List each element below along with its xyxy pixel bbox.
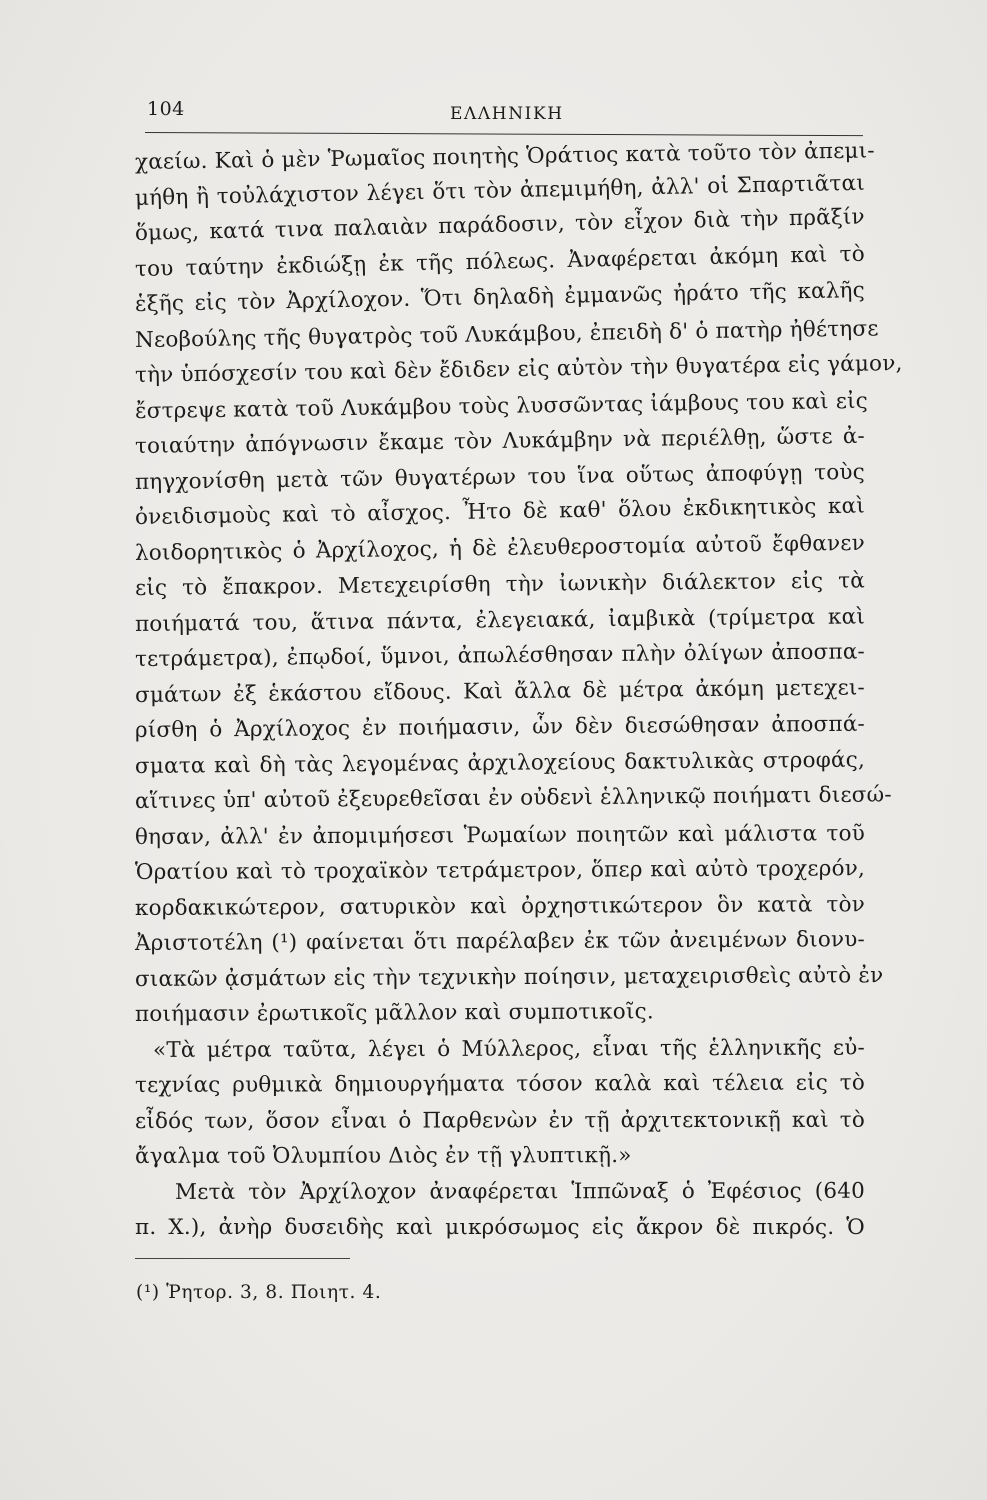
running-title: ΕΛΛΗΝΙΚΗ: [450, 104, 564, 124]
text-line: τοιαύτην ἀπόγνωσιν ἔκαμε τὸν Λυκάμβην νὰ περιέλθῃ, ὥστε ἀ-: [134, 423, 866, 459]
text-line: εἶδός των, ὅσον εἶναι ὁ Παρθενὼν ἐν τῇ ἀρχιτεκτονικῇ καὶ τὸ: [134, 1107, 866, 1134]
text-line: π. Χ.), ἀνὴρ δυσειδὴς καὶ μικρόσωμος εἰς ἄκρον δὲ πικρός. Ὁ: [135, 1215, 865, 1240]
text-line: σματα καὶ δὴ τὰς λεγομένας ἀρχιλοχείους δακτυλικὰς στροφάς,: [134, 747, 866, 779]
text-line: Ὁρατίου καὶ τὸ τροχαϊκὸν τετράμετρον, ὅπερ καὶ αὐτὸ τροχερόν,: [134, 856, 866, 885]
page-number: 104: [147, 98, 185, 120]
text-line: ρίσθη ὁ Ἀρχίλοχος ἐν ποιήμασιν, ὧν δὲν διεσώθησαν ἀποσπά-: [134, 711, 866, 743]
text-line: πηγχονίσθη μετὰ τῶν θυγατέρων του ἵνα οὕτως ἀποφύγῃ τοὺς: [134, 459, 866, 495]
page-header: [145, 98, 863, 138]
text-line: Νεοβούλης τῆς θυγατρὸς τοῦ Λυκάμβου, ἐπειδὴ δ' ὁ πατὴρ ἠθέτησε: [134, 315, 879, 353]
footnote: (¹) Ῥητορ. 3, 8. Ποιητ. 4.: [136, 1282, 382, 1303]
text-line: Ἀριστοτέλη (¹) φαίνεται ὅτι παρέλαβεν ἐκ τῶν ἀνειμένων διονυ-: [134, 927, 866, 956]
text-line: ποιήμασιν ἐρωτικοῖς μᾶλλον καὶ συμποτικοῖς.: [134, 999, 654, 1027]
text-line: ποιήματά του, ἅτινα πάντα, ἐλεγειακά, ἰαμβικὰ (τρίμετρα καὶ: [134, 603, 866, 637]
body-text: [134, 138, 903, 1246]
text-line: ὀνειδισμοὺς καὶ τὸ αἶσχος. Ἦτο δὲ καθ' ὅλου ἐκδικητικὸς καὶ: [134, 493, 866, 530]
text-line: ἄγαλμα τοῦ Ὀλυμπίου Διὸς ἐν τῇ γλυπτικῇ.»: [134, 1143, 632, 1169]
text-line: ὅμως, κατά τινα παλαιὰν παράδοσιν, τὸν εἶχον διὰ τὴν πρᾶξίν: [134, 204, 866, 246]
text-line: σιακῶν ᾀσμάτων εἰς τὴν τεχνικὴν ποίησιν, μεταχειρισθεὶς αὐτὸ ἐν: [134, 962, 884, 992]
text-line: αἵτινες ὑπ' αὐτοῦ ἐξευρεθεῖσαι ἐν οὐδενὶ ἑλληνικῷ ποιήματι διεσώ-: [134, 782, 892, 814]
text-line: ἔστρεψε κατὰ τοῦ Λυκάμβου τοὺς λυσσῶντας ἰάμβους του καὶ εἰς: [134, 388, 869, 424]
text-line: κορδακικώτερον, σατυρικὸν καὶ ὀρχηστικώτερον ὃν κατὰ τὸν: [134, 891, 866, 921]
text-line: τετράμετρα), ἐπῳδοί, ὕμνοι, ἀπωλέσθησαν πλὴν ὀλίγων ἀποσπα-: [134, 639, 866, 672]
text-line: τὴν ὑπόσχεσίν του καὶ δὲν ἔδιδεν εἰς αὐτὸν τὴν θυγατέρα εἰς γάμον,: [134, 350, 903, 388]
text-line: θησαν, ἀλλ' ἐν ἀπομιμήσεσι Ῥωμαίων ποιητῶν καὶ μάλιστα τοῦ: [134, 820, 866, 850]
text-line: τεχνίας ρυθμικὰ δημιουργήματα τόσον καλὰ καὶ τέλεια εἰς τὸ: [134, 1070, 866, 1098]
text-line: «Τὰ μέτρα ταῦτα, λέγει ὁ Μύλλερος, εἶναι τῆς ἑλληνικῆς εὐ-: [152, 1034, 866, 1063]
text-line: σμάτων ἐξ ἑκάστου εἴδους. Καὶ ἄλλα δὲ μέτρα ἀκόμη μετεχει-: [134, 674, 866, 708]
text-line: εἰς τὸ ἔπακρον. Μετεχειρίσθη τὴν ἰωνικὴν διάλεκτον εἰς τὰ: [134, 568, 866, 601]
text-line: μήθη ἢ τοὐλάχιστον λέγει ὅτι τὸν ἀπεμιμήθη, ἀλλ' οἱ Σπαρτιᾶται: [134, 170, 866, 211]
text-line: χαείω. Καὶ ὁ μὲν Ῥωμαῖος ποιητὴς Ὁράτιος κατὰ τοῦτο τὸν ἀπεμι-: [134, 138, 875, 175]
footnote-rule: [135, 1258, 350, 1259]
text-line: Μετὰ τὸν Ἀρχίλοχον ἀναφέρεται Ἱππῶναξ ὁ Ἐφέσιος (640: [174, 1178, 866, 1205]
text-line: του ταύτην ἐκδιώξῃ ἐκ τῆς πόλεως. Ἀναφέρεται ἀκόμη καὶ τὸ: [134, 241, 866, 282]
text-line: ἑξῆς εἰς τὸν Ἀρχίλοχον. Ὅτι δηλαδὴ ἐμμανῶς ἠράτο τῆς καλῆς: [134, 277, 866, 317]
text-line: λοιδορητικὸς ὁ Ἀρχίλοχος, ἡ δὲ ἐλευθεροστομία αὐτοῦ ἔφθανεν: [134, 530, 866, 566]
